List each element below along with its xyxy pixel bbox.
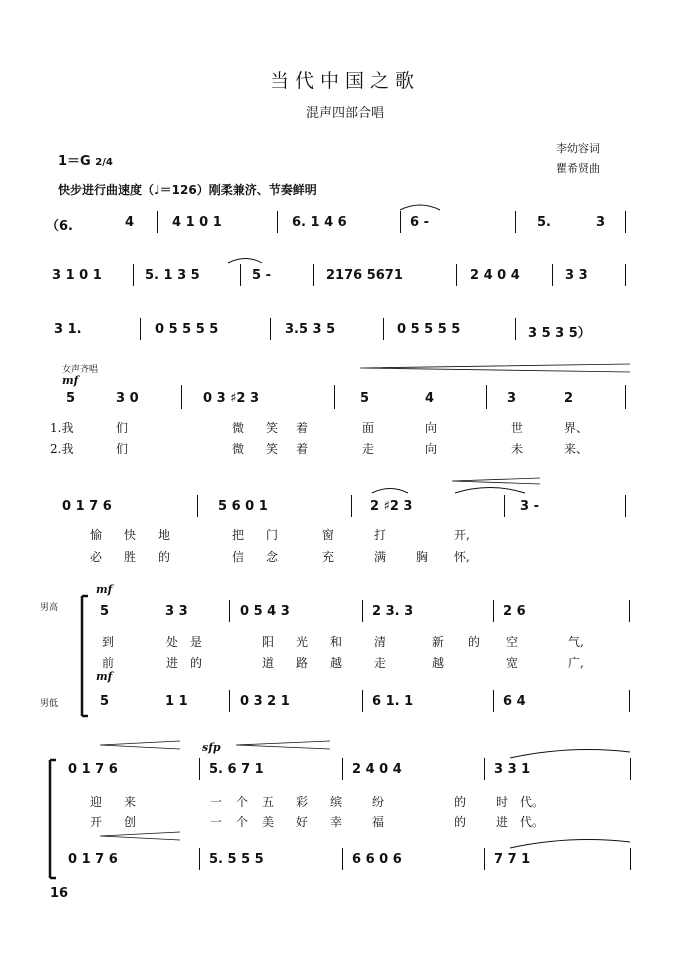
lyric-syllable: 窗 (322, 528, 335, 542)
notation-group: 6 6 0 6 (352, 852, 402, 867)
slur (510, 750, 630, 758)
lyric-syllable: 走 (362, 442, 375, 456)
slur (400, 205, 440, 210)
notation-group: 5. 6 7 1 (209, 762, 264, 777)
lyric-syllable: 代。 (520, 795, 545, 809)
notation-group: 0 1 7 6 (68, 762, 118, 777)
notation-group: 5. (537, 215, 551, 230)
lyric-syllable: 阳 (262, 635, 275, 649)
lyric-syllable: 1.我 (50, 421, 74, 435)
lyric-syllable: 们 (116, 421, 129, 435)
notation-group: 3 5 3 5） (528, 326, 591, 341)
notation-group: 0 1 7 6 (62, 499, 112, 514)
hairpin (452, 478, 540, 484)
lyric-syllable: 光 (296, 635, 309, 649)
notation-group: 5. 5 5 5 (209, 852, 264, 867)
lyric-syllable: 进 (166, 656, 179, 670)
notation-group: 2 3. 3 (372, 604, 414, 619)
notation-group: 3 1 0 1 (52, 268, 102, 283)
lyric-syllable: 胸 (416, 550, 429, 564)
lyric-syllable: 缤 (330, 795, 343, 809)
lyric-syllable: 迎 (90, 795, 103, 809)
lyric-syllable: 创 (124, 815, 137, 829)
lyric-syllable: 念 (266, 550, 279, 564)
notation-group: 3 1. (54, 322, 82, 337)
slur (372, 489, 408, 494)
lyric-syllable: 美 (262, 815, 275, 829)
dynamic-sfp: sfp (202, 741, 221, 754)
notation-group: 2 6 (503, 604, 526, 619)
lyric-syllable: 走 (374, 656, 387, 670)
lyric-syllable: 向 (425, 442, 438, 456)
notation-group: 4 (125, 215, 135, 230)
system-bracket (50, 760, 56, 878)
slur (510, 840, 630, 848)
lyric-syllable: 来、 (564, 442, 589, 456)
notation-group: 2 4 0 4 (352, 762, 402, 777)
hairpin (100, 832, 180, 840)
lyric-syllable: 一 (210, 795, 223, 809)
lyric-syllable: 2.我 (50, 442, 74, 456)
lyric-syllable: 信 (232, 550, 245, 564)
notation-group: 3 (596, 215, 606, 230)
lyric-syllable: 处 (166, 635, 179, 649)
lyric-syllable: 未 (511, 442, 524, 456)
notation-group: 0 1 7 6 (68, 852, 118, 867)
lyric-syllable: 向 (425, 421, 438, 435)
notation-group: 5 6 0 1 (218, 499, 268, 514)
lyric-syllable: 幸 (330, 815, 343, 829)
lyric-syllable: 好 (296, 815, 309, 829)
lyric-syllable: 微 (232, 421, 245, 435)
notation-group: （6. (46, 219, 73, 234)
dynamic-mf: mf (96, 670, 113, 683)
lyric-syllable: 笑 (266, 421, 279, 435)
lyric-syllable: 五 (262, 795, 275, 809)
lyric-syllable: 们 (116, 442, 129, 456)
lyric-syllable: 的 (454, 815, 467, 829)
lyric-syllable: 胜 (124, 550, 137, 564)
lyric-syllable: 的 (158, 550, 171, 564)
notation-group: 6. 1 4 6 (292, 215, 347, 230)
lyric-syllable: 彩 (296, 795, 309, 809)
lyric-syllable: 越 (330, 656, 343, 670)
lyric-syllable: 到 (102, 635, 115, 649)
tempo-marking: 快步进行曲速度（♩＝126）刚柔兼济、节奏鲜明 (58, 183, 317, 197)
notation-group: 0 5 5 5 5 (155, 322, 219, 337)
notation-group: 3.5 3 5 (285, 322, 336, 337)
lyric-syllable: 打 (374, 528, 387, 542)
notation-group: 5 (100, 694, 110, 709)
notation-group: 3 3 (165, 604, 188, 619)
notation-group: 1 1 (165, 694, 188, 709)
lyric-syllable: 门 (266, 528, 279, 542)
lyric-syllable: 开, (454, 528, 470, 542)
notation-group: 4 1 0 1 (172, 215, 222, 230)
notation-group: 5 - (252, 268, 271, 283)
lyric-syllable: 界、 (564, 421, 589, 435)
composer-credit: 瞿希贤曲 (556, 162, 600, 175)
notation-group: 2 ♯2 3 (370, 499, 413, 514)
notation-group: 3 3 1 (494, 762, 531, 777)
notation-group: 2 (564, 391, 574, 406)
lyric-syllable: 前 (102, 656, 115, 670)
lyric-syllable: 的 (468, 635, 481, 649)
hairpin (100, 741, 180, 749)
lyric-syllable: 纷 (372, 795, 385, 809)
notation-group: 4 (425, 391, 435, 406)
page-number: 16 (50, 886, 69, 901)
lyric-syllable: 怀, (454, 550, 470, 564)
lyric-syllable: 开 (90, 815, 103, 829)
notation-group: 2 4 0 4 (470, 268, 520, 283)
part-label-tenor: 男高 (40, 603, 59, 613)
lyric-syllable: 的 (454, 795, 467, 809)
lyric-syllable: 个 (236, 815, 249, 829)
notation-group: 5 (66, 391, 76, 406)
notation-group: 3 - (520, 499, 539, 514)
lyric-syllable: 时 (496, 795, 509, 809)
lyric-syllable: 充 (322, 550, 335, 564)
lyric-syllable: 一 (210, 815, 223, 829)
notation-group: 3 3 (565, 268, 588, 283)
lyric-syllable: 新 (432, 635, 445, 649)
lyric-syllable: 清 (374, 635, 387, 649)
lyric-syllable: 气, (568, 635, 584, 649)
slur (455, 488, 525, 494)
lyric-syllable: 个 (236, 795, 249, 809)
hairpin (236, 741, 330, 749)
system-bracket (82, 596, 88, 716)
lyric-syllable: 广, (568, 656, 584, 670)
notation-group: 3 (507, 391, 517, 406)
hairpin (360, 364, 630, 372)
lyric-syllable: 是 (190, 635, 203, 649)
lyric-syllable: 代。 (520, 815, 545, 829)
lyric-syllable: 进 (496, 815, 509, 829)
lyricist-credit: 李幼容词 (556, 142, 600, 155)
dynamic-mf: mf (62, 374, 79, 387)
lyric-syllable: 面 (362, 421, 375, 435)
lyric-syllable: 宽 (506, 656, 519, 670)
key-signature: 1＝G 2/4 (58, 154, 113, 169)
notation-group: 0 5 4 3 (240, 604, 290, 619)
lyric-syllable: 的 (190, 656, 203, 670)
notation-group: 5 (360, 391, 370, 406)
lyric-syllable: 福 (372, 815, 385, 829)
notation-group: 3 0 (116, 391, 139, 406)
notation-group: 5. 1 3 5 (145, 268, 200, 283)
lyric-syllable: 笑 (266, 442, 279, 456)
lyric-syllable: 来 (124, 795, 137, 809)
notation-group: 6 4 (503, 694, 526, 709)
notation-group: 0 5 5 5 5 (397, 322, 461, 337)
lyric-syllable: 越 (432, 656, 445, 670)
lyric-syllable: 着 (296, 421, 309, 435)
lyric-syllable: 路 (296, 656, 309, 670)
time-signature: 2/4 (95, 157, 113, 168)
lyric-syllable: 微 (232, 442, 245, 456)
part-label-bass: 男低 (40, 699, 59, 709)
lyric-syllable: 快 (124, 528, 137, 542)
notation-group: 2176 5671 (326, 268, 403, 283)
lyric-syllable: 空 (506, 635, 519, 649)
slur (228, 259, 262, 264)
part-label-women: 女声齐唱 (62, 365, 99, 375)
song-title: 当代中国之歌 (269, 70, 420, 92)
dynamic-mf: mf (96, 583, 113, 596)
lyric-syllable: 着 (296, 442, 309, 456)
lyric-syllable: 愉 (90, 528, 103, 542)
lyric-syllable: 把 (232, 528, 245, 542)
song-subtitle: 混声四部合唱 (305, 106, 384, 121)
lyric-syllable: 道 (262, 656, 275, 670)
notation-group: 5 (100, 604, 110, 619)
notation-group: 6 1. 1 (372, 694, 414, 709)
notation-group: 0 3 ♯2 3 (203, 391, 260, 406)
lyric-syllable: 世 (511, 421, 524, 435)
notation-group: 6 - (410, 215, 429, 230)
lyric-syllable: 满 (374, 550, 387, 564)
lyric-syllable: 必 (90, 550, 103, 564)
notation-group: 0 3 2 1 (240, 694, 290, 709)
notation-group: 7 7 1 (494, 852, 531, 867)
lyric-syllable: 和 (330, 635, 343, 649)
lyric-syllable: 地 (158, 528, 171, 542)
